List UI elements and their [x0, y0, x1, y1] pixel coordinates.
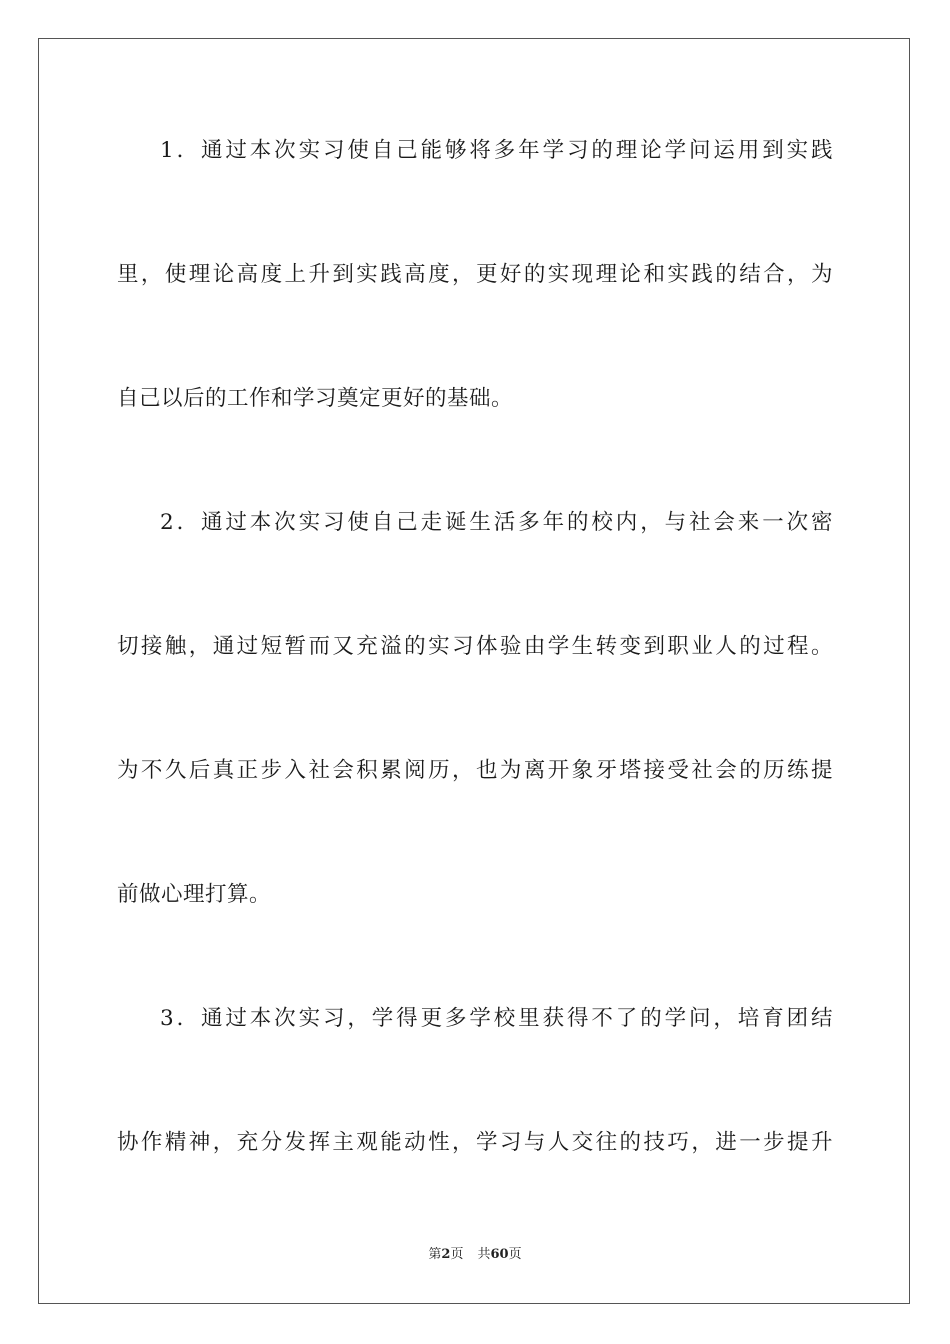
paragraph-2-line-3: 为不久后真正步入社会积累阅历，也为离开象牙塔接受社会的历练提	[117, 758, 833, 783]
total-pages: 60	[490, 1247, 509, 1262]
paragraph-2-line-1: 2．通过本次实习使自己走诞生活多年的校内，与社会来一次密	[160, 510, 833, 535]
paragraph-1-line-1: 1．通过本次实习使自己能够将多年学习的理论学问运用到实践	[160, 138, 833, 163]
paragraph-1-line-3: 自己以后的工作和学习奠定更好的基础。	[117, 386, 514, 411]
paragraph-1-line-2: 里，使理论高度上升到实践高度，更好的实现理论和实践的结合，为	[117, 262, 833, 287]
page-footer	[0, 1246, 950, 1264]
page-label-prefix: 第	[428, 1247, 442, 1262]
total-label-prefix: 共	[477, 1247, 491, 1262]
paragraph-3-line-2: 协作精神，充分发挥主观能动性，学习与人交往的技巧，进一步提升	[117, 1130, 833, 1155]
paragraph-2-line-2: 切接触，通过短暂而又充溢的实习体验由学生转变到职业人的过程。	[117, 634, 833, 659]
page-number: 2	[441, 1247, 451, 1262]
total-label-suffix: 页	[508, 1247, 522, 1262]
paragraph-2-line-4: 前做心理打算。	[117, 882, 272, 907]
paragraph-3-line-1: 3．通过本次实习，学得更多学校里获得不了的学问，培育团结	[160, 1006, 833, 1031]
page-label-suffix: 页	[450, 1247, 464, 1262]
page-border	[38, 38, 910, 1304]
